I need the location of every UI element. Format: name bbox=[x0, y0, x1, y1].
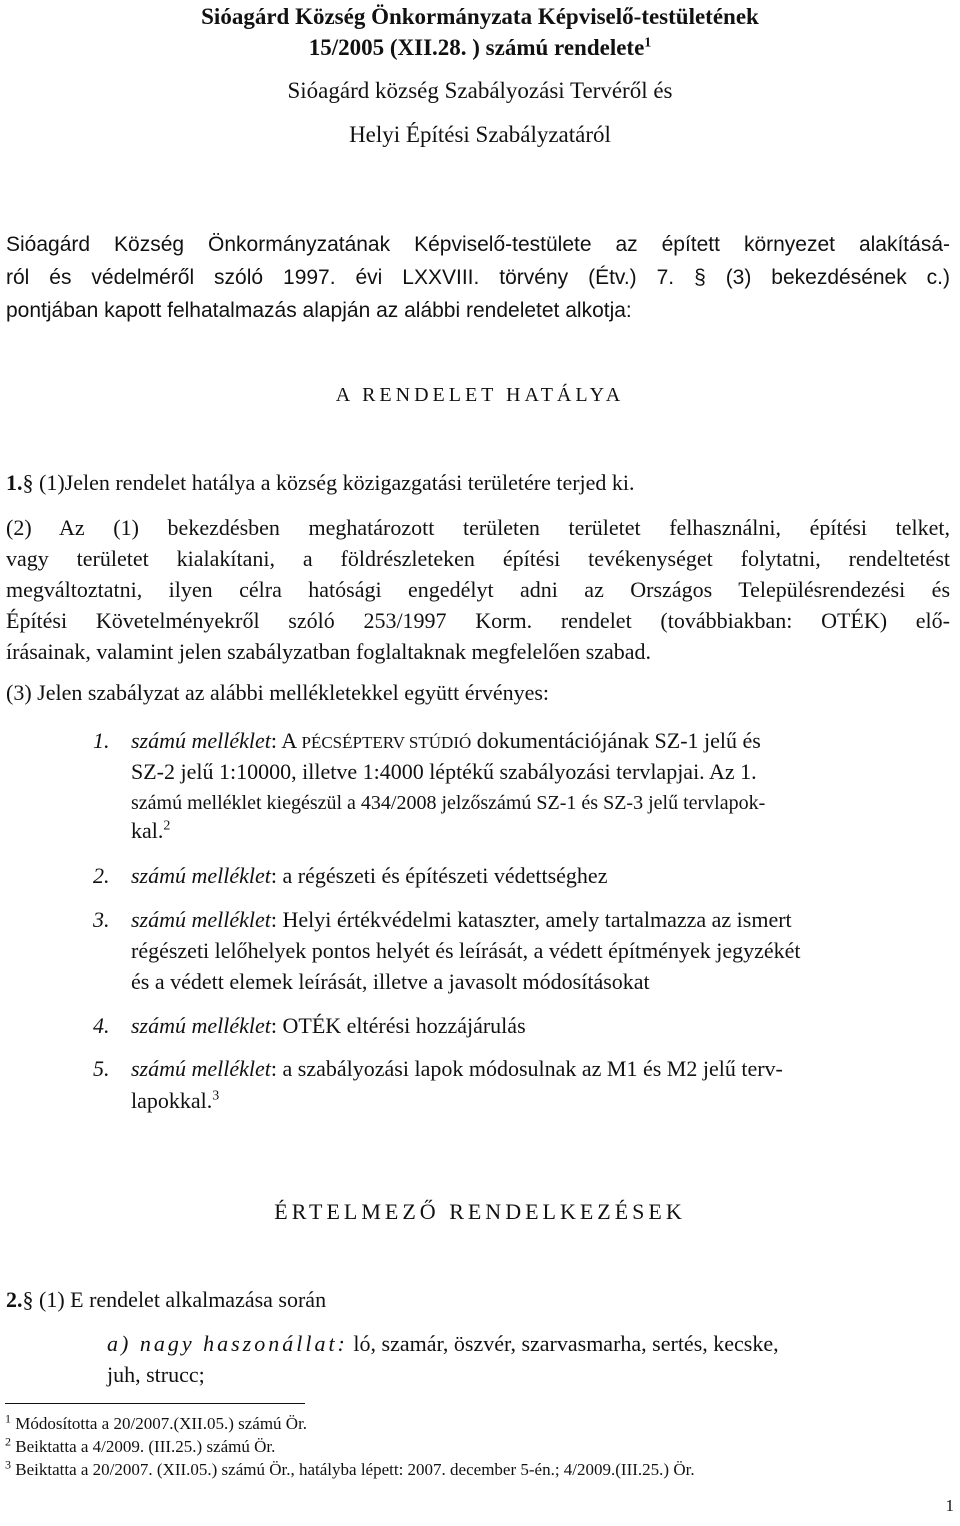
annex-1-text-a: : A bbox=[270, 728, 302, 753]
annex-4-num: 4. bbox=[93, 1013, 110, 1038]
paragraph-2-text: (1) E rendelet alkalmazása során bbox=[33, 1287, 327, 1312]
preamble-line2: ról és védelméről szóló 1997. évi LXXVIII. törvény (Étv.) 7. § (3) bekezdésének c.) bbox=[6, 266, 950, 289]
paragraph-1-2-line4: Építési Követelményekről szóló 253/1997 Korm. rendelet (továbbiakban: OTÉK) elő- bbox=[6, 608, 950, 633]
annex-3-line1 bbox=[131, 906, 792, 934]
paragraph-1-3: (3) Jelen szabályzat az alábbi mellékletekkel együtt érvényes: bbox=[6, 680, 550, 705]
annex-4-line bbox=[131, 1012, 526, 1040]
section-sign: § bbox=[22, 470, 34, 495]
annex-3-line3: és a védett elemek leírását, illetve a javasolt módosításokat bbox=[131, 969, 650, 994]
footnote-1-text: Módosította a 20/2007.(XII.05.) számú Ör. bbox=[11, 1414, 308, 1433]
footnote-1 bbox=[5, 1413, 307, 1435]
footnote-ref-1: 1 bbox=[644, 35, 652, 51]
annex-3-text: : Helyi értékvédelmi kataszter, amely tartalmazza az ismert bbox=[270, 907, 792, 932]
footnote-3-text: Beiktatta a 20/2007. (XII.05.) számú Ör., hatályba lépett: 2007. december 5-én.; 4/2009.(III.25.) Ör. bbox=[11, 1460, 695, 1479]
annex-2-number bbox=[93, 862, 110, 890]
paragraph-1-2-line5: írásainak, valamint jelen szabályzatban foglaltaknak megfelelően szabad. bbox=[6, 639, 652, 664]
annex-2-line bbox=[131, 862, 607, 890]
annex-5-line2 bbox=[131, 1087, 219, 1115]
section-heading-definitions: ÉRTELMEZŐ RENDELKEZÉSEK bbox=[274, 1199, 686, 1224]
footnote-2-number: 2 bbox=[5, 1434, 11, 1449]
footnote-ref-2: 2 bbox=[163, 818, 171, 834]
paragraph-text: (1)Jelen rendelet hatálya a község közigazgatási területére terjed ki. bbox=[33, 470, 635, 495]
paragraph-number: 1. bbox=[6, 470, 23, 495]
annex-1-num: 1. bbox=[93, 728, 110, 753]
annex-1-line3-bold: számú bbox=[131, 792, 183, 814]
annex-1-line4-text: kal. bbox=[131, 818, 164, 843]
annex-5-number bbox=[93, 1055, 110, 1083]
footnote-3-number: 3 bbox=[5, 1457, 11, 1472]
annex-5-num: 5. bbox=[93, 1056, 110, 1081]
annex-1-line4 bbox=[131, 817, 170, 845]
document-title-line1: Sióagárd Község Önkormányzata Képviselő-testületének bbox=[201, 4, 759, 29]
document-subtitle-line2: Helyi Építési Szabályzatáról bbox=[349, 122, 611, 147]
page-number: 1 bbox=[945, 1496, 954, 1515]
annex-1-line3-rest: melléklet kiegészül a 434/2008 jelzőszámú SZ-1 és SZ-3 jelű tervlapok- bbox=[182, 792, 766, 814]
annex-5-text: : a szabályozási lapok módosulnak az M1 és M2 jelű terv- bbox=[270, 1056, 783, 1081]
preamble-line3: pontjában kapott felhatalmazás alapján az alábbi rendeletet alkotja: bbox=[6, 299, 632, 322]
annex-4-text: : OTÉK eltérési hozzájárulás bbox=[270, 1013, 526, 1038]
title-line2-text: 15/2005 (XII.28. ) számú rendelete bbox=[308, 35, 645, 60]
annex-3-num: 3. bbox=[93, 907, 110, 932]
paragraph-2-number: 2. bbox=[6, 1287, 23, 1312]
annex-2-text: : a régészeti és építészeti védettséghez bbox=[270, 863, 608, 888]
annex-5-label: számú melléklet bbox=[131, 1056, 271, 1081]
footnote-2-text: Beiktatta a 4/2009. (III.25.) számú Ör. bbox=[11, 1437, 276, 1456]
annex-2-num: 2. bbox=[93, 863, 110, 888]
annex-1-number bbox=[93, 727, 110, 755]
paragraph-1-2-line2: vagy területet kialakítani, a földrészleteken építési tevékenységet folytatni, rendeltetést bbox=[6, 546, 950, 571]
annex-2-label: számú melléklet bbox=[131, 863, 271, 888]
annex-1-line2: SZ-2 jelű 1:10000, illetve 1:4000 léptékű szabályozási tervlapjai. Az 1. bbox=[131, 759, 757, 784]
preamble-line1: Sióagárd Község Önkormányzatának Képviselő-testülete az épített környezet alakításá- bbox=[6, 233, 950, 256]
footnote-3 bbox=[5, 1459, 695, 1481]
annex-1-line1 bbox=[131, 727, 761, 757]
footnote-separator bbox=[5, 1403, 305, 1404]
footnote-1-number: 1 bbox=[5, 1411, 11, 1426]
footnote-ref-3: 3 bbox=[212, 1088, 220, 1104]
document-subtitle-line1: Sióagárd község Szabályozási Tervéről és bbox=[287, 78, 673, 103]
paragraph-1-2-line1: (2) Az (1) bekezdésben meghatározott területen területet felhasználni, építési telket, bbox=[6, 515, 950, 540]
annex-1-text-b: dokumentációjának SZ-1 jelű és bbox=[471, 728, 761, 753]
definition-a-line2: juh, strucc; bbox=[107, 1362, 205, 1387]
annex-5-line1 bbox=[131, 1055, 783, 1083]
section-heading-scope: A RENDELET HATÁLYA bbox=[335, 384, 625, 406]
annex-3-number bbox=[93, 906, 110, 934]
paragraph-1-1 bbox=[6, 469, 635, 497]
definition-a-text: ló, szamár, öszvér, szarvasmarha, sertés, kecske, bbox=[347, 1331, 779, 1356]
paragraph-1-2-line3: megváltoztatni, ilyen célra hatósági engedélyt adni az Országos Településrendezési és bbox=[6, 577, 950, 602]
annex-3-line2: régészeti lelőhelyek pontos helyét és leírását, a védett építmények jegyzékét bbox=[131, 938, 801, 963]
annex-1-studio: PÉCSÉPTERV STÚDIÓ bbox=[301, 733, 472, 752]
annex-4-number bbox=[93, 1012, 110, 1040]
section-sign-2: § bbox=[22, 1287, 34, 1312]
annex-3-label: számú melléklet bbox=[131, 907, 271, 932]
definition-a-line1 bbox=[107, 1330, 779, 1358]
annex-4-label: számú melléklet bbox=[131, 1013, 271, 1038]
definition-a-term: a) nagy haszonállat: bbox=[107, 1331, 348, 1356]
document-title-line2 bbox=[0, 34, 960, 61]
annex-5-line2-text: lapokkal. bbox=[131, 1088, 213, 1113]
annex-1-label: számú melléklet bbox=[131, 728, 271, 753]
footnote-2 bbox=[5, 1436, 275, 1458]
paragraph-2-1 bbox=[6, 1286, 326, 1314]
annex-1-line3 bbox=[131, 789, 765, 817]
